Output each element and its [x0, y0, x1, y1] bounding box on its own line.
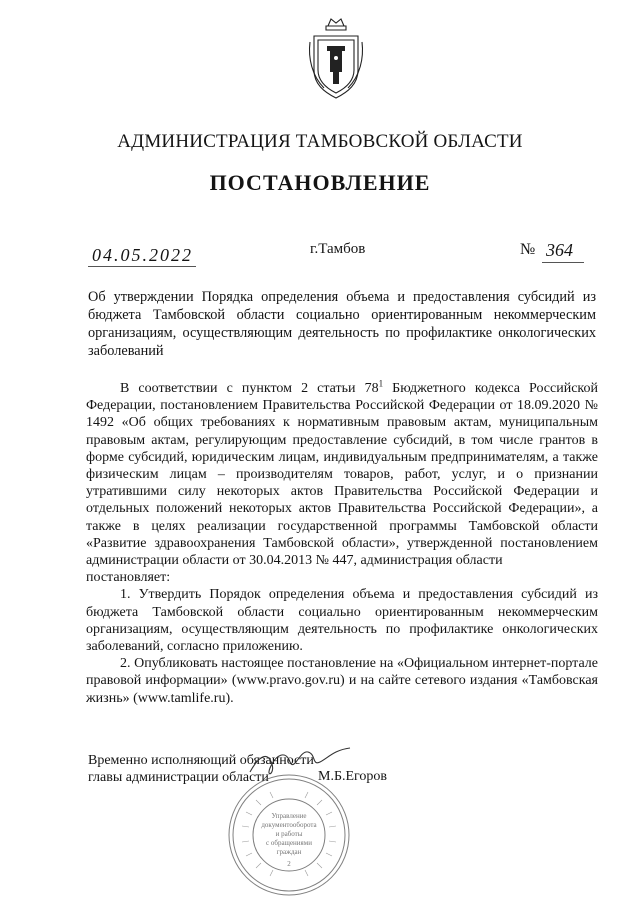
item-2-paragraph: 2. Опубликовать настоящее постановление на «Официальном интернет-портале правовой информации» (www.pravo.gov.ru) и на сайте сетевого издания «Тамбовская жизнь» (www.tamlife.ru).	[86, 656, 598, 706]
stamp-text-number: 2	[287, 860, 291, 868]
stamp-text-line2: документооборота	[261, 821, 317, 829]
article-superscript: 1	[378, 378, 384, 389]
stamp-text-line1: Управление	[271, 812, 307, 820]
coat-of-arms-emblem	[306, 14, 366, 106]
number-underline	[542, 262, 584, 263]
document-type-title: ПОСТАНОВЛЕНИЕ	[209, 170, 431, 195]
document-body	[86, 380, 598, 707]
preamble-text-start: В соответствии с пунктом 2 статьи 78	[120, 381, 379, 396]
document-city: г.Тамбов	[310, 241, 366, 257]
date-underline	[88, 266, 196, 267]
item-1-paragraph: 1. Утвердить Порядок определения объема и предоставления субсидий из бюджета Тамбовской области социально ориентированным некоммерческим организациям, осуществляющим деятельность по профилактике онкологических заболеваний, согласно приложению.	[86, 587, 598, 655]
official-stamp	[226, 772, 352, 898]
stamp-text-line3: и работы	[275, 830, 303, 838]
preamble-paragraph	[86, 380, 598, 569]
number-label: №	[520, 241, 536, 258]
organization-title: АДМИНИСТРАЦИЯ ТАМБОВСКОЙ ОБЛАСТИ	[117, 131, 523, 152]
document-date: 04.05.2022	[92, 245, 193, 265]
resolves-line: постановляет:	[86, 570, 171, 586]
preamble-text-rest: Бюджетного кодекса Российской Федерации, постановлением Правительства Российской Федерации от 18.09.2020 № 1492 «Об общих требованиях к нормативным правовым актам, муниципальным правовым актам, регулирующим предоставление субсидий, в том числе грантов в форме субсидий, юридическим лицам, индивидуальным предпринимателям, а также физическим лицам – производителям товаров, работ, услуг, и о признании утратившими силу некоторых актов Правительства Российской Федерации и отдельных положений некоторых актов Правительства Российской Федерации», а также в целях реализации государственной программы Тамбовской области «Развитие здравоохранения Тамбовской области», утвержденной постановлением администрации области от 30.04.2013 № 447, администрация области	[86, 381, 599, 569]
signatory-position-line2: главы администрации области	[88, 770, 269, 785]
document-subject: Об утверждении Порядка определения объема и предоставления субсидий из бюджета Тамбовской области социально ориентированным некоммерческим организациям, осуществляющим деятельность по профилактике онкологических заболеваний	[88, 289, 596, 359]
document-number: 364	[546, 240, 573, 260]
stamp-text-line4: с обращениями	[266, 839, 312, 847]
stamp-text-line5: граждан	[276, 848, 302, 856]
signatory-name: М.Б.Егоров	[318, 769, 388, 784]
signatory-position-line1: Временно исполняющий обязанности	[88, 753, 314, 768]
